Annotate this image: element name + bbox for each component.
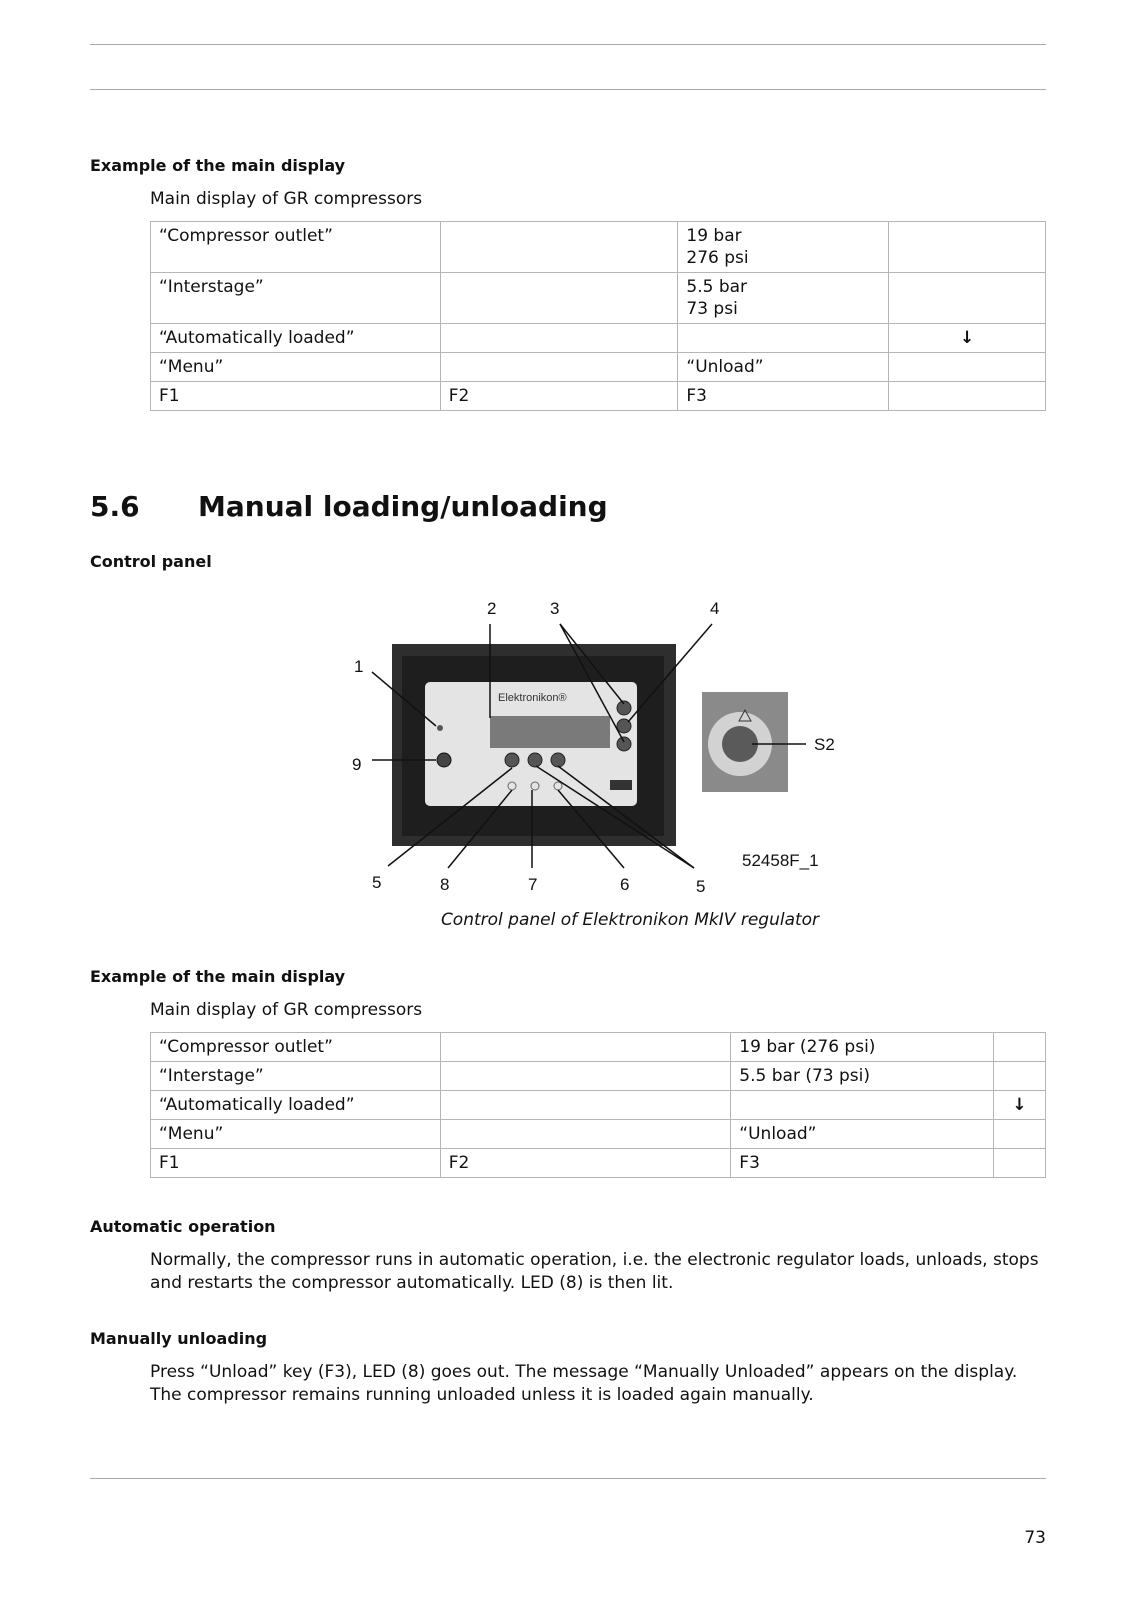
callout-8: 8 — [440, 875, 450, 894]
table-cell — [678, 324, 889, 353]
table-cell — [440, 1091, 731, 1120]
table-row — [151, 324, 1046, 353]
table-row — [151, 1091, 1046, 1120]
table-cell: “Compressor outlet” — [151, 222, 441, 273]
table-cell: “Unload” — [731, 1120, 994, 1149]
figure-code: 52458F_1 — [742, 851, 819, 870]
table-cell — [440, 273, 678, 324]
page-number: 73 — [1024, 1528, 1046, 1548]
manually-unloading-heading: Manually unloading — [90, 1329, 268, 1348]
first-display-table-body — [151, 222, 1046, 411]
table-cell — [889, 273, 1046, 324]
callout-2: 2 — [487, 600, 497, 618]
table-cell: “Automatically loaded” — [151, 324, 441, 353]
automatic-operation-text: Normally, the compressor runs in automatic operation, i.e. the electronic regulator loads, unloads, stops and restarts the compressor automatically. LED (8) is then lit. — [150, 1250, 1039, 1293]
table-row — [151, 382, 1046, 411]
logo-plate — [610, 780, 632, 790]
table-cell: “Menu” — [151, 353, 441, 382]
section-number: 5.6 — [90, 490, 140, 523]
table-cell — [889, 382, 1046, 411]
table-row — [151, 353, 1046, 382]
table-cell: 5.5 bar (73 psi) — [731, 1062, 994, 1091]
control-panel-figure — [340, 600, 850, 900]
manually-unloading-text: Press “Unload” key (F3), LED (8) goes out. The message “Manually Unloaded” appears on the display. The compressor remains running unloaded unless it is loaded again manually. — [150, 1362, 1018, 1405]
header-rule-bottom — [90, 89, 1046, 90]
table-cell: F3 — [678, 382, 889, 411]
table-cell: 19 bar 276 psi — [678, 222, 889, 273]
table-row — [151, 1120, 1046, 1149]
callout-3: 3 — [550, 600, 560, 618]
table-cell: “Menu” — [151, 1120, 441, 1149]
second-display-table-body — [151, 1033, 1046, 1178]
table-cell — [889, 353, 1046, 382]
table-cell — [440, 222, 678, 273]
section-title: Manual loading/unloading — [198, 490, 608, 523]
table-cell: F3 — [731, 1149, 994, 1178]
table-cell — [440, 353, 678, 382]
table-cell: “Unload” — [678, 353, 889, 382]
table-row — [151, 1033, 1046, 1062]
control-panel-heading: Control panel — [90, 552, 212, 571]
table-cell — [994, 1149, 1046, 1178]
footer-rule — [90, 1478, 1046, 1479]
table-cell — [994, 1120, 1046, 1149]
function-key-f1 — [505, 753, 519, 767]
first-display-intro: Main display of GR compressors — [150, 189, 423, 209]
table-cell — [440, 1120, 731, 1149]
lcd-display — [490, 716, 610, 748]
callout-6: 6 — [620, 875, 630, 894]
figure-caption: Control panel of Elektronikon MkIV regulator — [440, 910, 820, 930]
table-cell: ↓ — [994, 1091, 1046, 1120]
table-cell: “Automatically loaded” — [151, 1091, 441, 1120]
brand-label: Elektronikon® — [498, 692, 567, 704]
callout-5-right: 5 — [696, 877, 706, 896]
header-rule-top — [90, 44, 1046, 45]
table-row — [151, 273, 1046, 324]
callout-s2: S2 — [814, 735, 835, 754]
callout-9: 9 — [352, 755, 362, 774]
automatic-operation-heading: Automatic operation — [90, 1217, 276, 1236]
function-key-f3 — [551, 753, 565, 767]
table-cell: F2 — [440, 382, 678, 411]
start-button — [437, 753, 451, 767]
callout-4: 4 — [710, 600, 720, 618]
table-cell: “Compressor outlet” — [151, 1033, 441, 1062]
table-cell: 19 bar (276 psi) — [731, 1033, 994, 1062]
function-key-f2 — [528, 753, 542, 767]
table-row — [151, 1149, 1046, 1178]
table-cell — [440, 1033, 731, 1062]
second-display-heading: Example of the main display — [90, 967, 346, 986]
table-cell: F2 — [440, 1149, 731, 1178]
led-1 — [437, 725, 443, 731]
table-cell — [994, 1033, 1046, 1062]
table-cell: ↓ — [889, 324, 1046, 353]
table-cell — [889, 222, 1046, 273]
callout-7: 7 — [528, 875, 538, 894]
second-display-intro: Main display of GR compressors — [150, 1000, 423, 1020]
table-cell: F1 — [151, 1149, 441, 1178]
callout-5-left: 5 — [372, 873, 382, 892]
table-cell: “Interstage” — [151, 273, 441, 324]
table-cell: “Interstage” — [151, 1062, 441, 1091]
scroll-down-button — [617, 737, 631, 751]
callout-1: 1 — [354, 657, 364, 676]
table-cell — [731, 1091, 994, 1120]
first-display-table — [150, 221, 1046, 411]
first-display-heading: Example of the main display — [90, 156, 346, 175]
table-cell: 5.5 bar 73 psi — [678, 273, 889, 324]
second-display-table — [150, 1032, 1046, 1178]
table-cell — [994, 1062, 1046, 1091]
table-cell — [440, 1062, 731, 1091]
table-row — [151, 1062, 1046, 1091]
table-row — [151, 222, 1046, 273]
table-cell: F1 — [151, 382, 441, 411]
table-cell — [440, 324, 678, 353]
